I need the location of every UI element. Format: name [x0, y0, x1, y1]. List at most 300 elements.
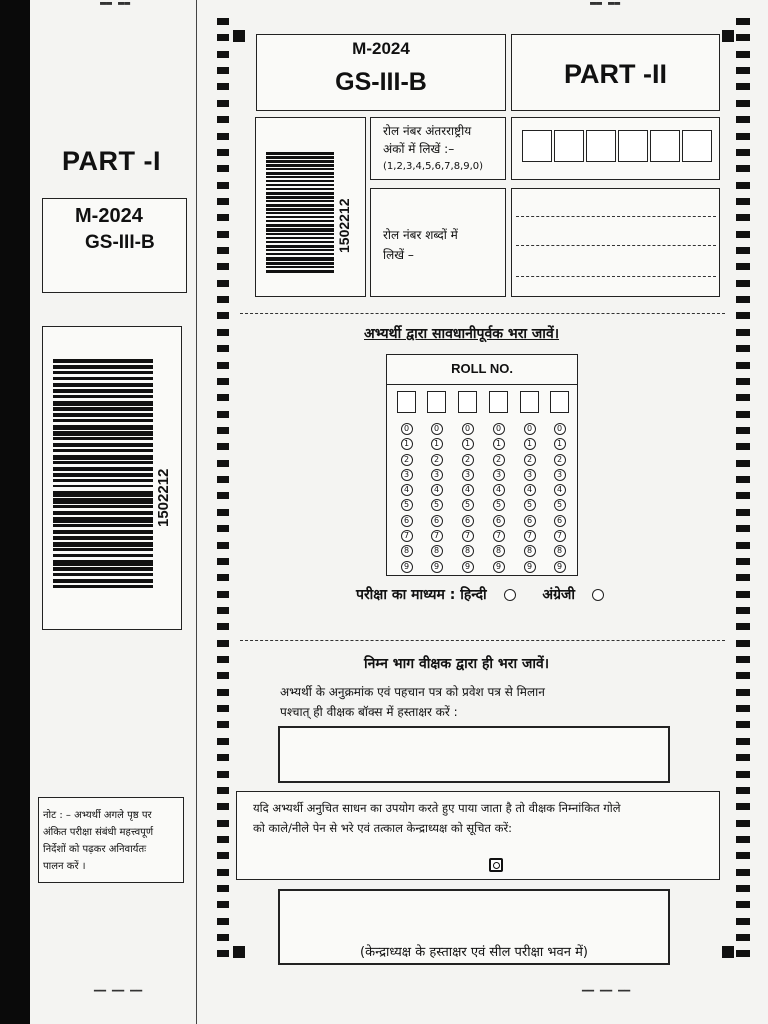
timing-mark — [217, 542, 229, 549]
timing-mark — [736, 427, 750, 434]
timing-mark — [736, 640, 750, 647]
roll-omr-bubble[interactable]: 2 — [524, 454, 536, 466]
timing-mark — [217, 656, 229, 663]
barcode-bar — [53, 425, 153, 430]
barcode-bar — [53, 542, 153, 547]
barcode-bar — [53, 455, 153, 460]
roll-omr-bubble[interactable]: 8 — [431, 545, 443, 557]
roll-omr-bubble[interactable]: 6 — [554, 515, 566, 527]
timing-mark — [736, 918, 750, 925]
malpractice-line-2: को काले/नीले पेन से भरे एवं तत्काल केन्द्राध्यक्ष को सूचित करें: — [253, 821, 513, 835]
barcode-bar — [266, 208, 334, 211]
timing-mark — [217, 263, 229, 270]
roll-omr-write-box[interactable] — [550, 391, 569, 413]
timing-mark — [217, 427, 229, 434]
roll-omr-bubble[interactable]: 5 — [431, 499, 443, 511]
invigilator-instruction-1: अभ्यर्थी के अनुक्रमांक एवं पहचान पत्र को प्रवेश पत्र से मिलान — [280, 685, 545, 699]
timing-mark — [736, 165, 750, 172]
stub-paper-code-box — [42, 198, 187, 293]
medium-label: परीक्षा का माध्यम : — [356, 587, 456, 603]
roll-omr-write-box[interactable] — [489, 391, 508, 413]
roll-omr-bubble[interactable]: 4 — [554, 484, 566, 496]
timing-mark — [217, 67, 229, 74]
roll-omr-bubble[interactable]: 5 — [524, 499, 536, 511]
timing-mark — [736, 607, 750, 614]
roll-omr-bubble[interactable]: 7 — [462, 530, 474, 542]
timing-mark — [736, 820, 750, 827]
roll-omr-column — [397, 391, 416, 576]
timing-mark — [736, 394, 750, 401]
bottom-marks: ━━ ━━ ━━ — [94, 986, 143, 997]
bottom-marks-right: ━━ ━━ ━━ — [582, 986, 631, 997]
roll-omr-bubble[interactable]: 1 — [431, 438, 443, 450]
omr-instruction: अभ्यर्थी द्वारा सावधानीपूर्वक भरा जावें। — [364, 326, 560, 342]
timing-mark — [736, 378, 750, 385]
roll-omr-bubble[interactable]: 8 — [554, 545, 566, 557]
timing-mark — [736, 460, 750, 467]
timing-mark — [736, 247, 750, 254]
timing-mark — [217, 51, 229, 58]
barcode-bar — [53, 567, 153, 571]
part-one-title: PART -I — [62, 146, 161, 176]
timing-track-left — [217, 18, 229, 958]
timing-mark — [217, 182, 229, 189]
top-marks-right: ▬▬ ▬▬ — [590, 0, 621, 9]
section-divider-1 — [240, 313, 725, 314]
roll-omr-bubble[interactable]: 0 — [493, 423, 505, 435]
timing-mark — [217, 18, 229, 25]
timing-mark — [736, 689, 750, 696]
medium-hindi-radio[interactable] — [504, 589, 516, 601]
timing-mark — [736, 18, 750, 25]
timing-mark — [217, 460, 229, 467]
timing-mark — [217, 558, 229, 565]
roll-omr-bubble[interactable]: 3 — [401, 469, 413, 481]
timing-mark — [217, 574, 229, 581]
barcode-bar — [53, 511, 153, 515]
timing-mark — [736, 51, 750, 58]
timing-mark — [736, 591, 750, 598]
roll-barcode-box — [255, 117, 366, 297]
barcode-bar — [53, 437, 153, 440]
malpractice-line-1: यदि अभ्यर्थी अनुचित साधन का उपयोग करते हुए पाया जाता है तो वीक्षक निम्नांकित गोले — [253, 801, 621, 815]
timing-mark — [736, 231, 750, 238]
stub-barcode-box — [42, 326, 182, 630]
barcode-bar — [53, 473, 153, 477]
timing-mark — [736, 721, 750, 728]
timing-mark — [736, 83, 750, 90]
barcode-bar — [266, 196, 334, 199]
timing-mark — [736, 901, 750, 908]
malpractice-bubble[interactable] — [489, 858, 503, 872]
timing-mark — [736, 771, 750, 778]
timing-mark — [736, 149, 750, 156]
roll-omr-bubble[interactable]: 0 — [524, 423, 536, 435]
barcode-bar — [266, 192, 334, 195]
timing-mark — [217, 721, 229, 728]
timing-mark — [217, 607, 229, 614]
roll-digit-box-4[interactable] — [618, 130, 648, 162]
timing-mark — [217, 836, 229, 843]
roll-omr-bubble[interactable]: 6 — [401, 515, 413, 527]
timing-mark — [736, 133, 750, 140]
roll-omr-bubble[interactable]: 4 — [462, 484, 474, 496]
roll-omr-bubble[interactable]: 2 — [554, 454, 566, 466]
barcode-bar — [53, 579, 153, 583]
note-line-2: अंकित परीक्षा संबंधी महत्त्वपूर्ण — [43, 827, 154, 838]
roll-digit-box-3[interactable] — [586, 130, 616, 162]
roll-omr-bubble[interactable]: 2 — [493, 454, 505, 466]
roll-omr-bubble[interactable]: 9 — [554, 561, 566, 573]
roll-omr-bubble[interactable]: 1 — [462, 438, 474, 450]
timing-mark — [736, 67, 750, 74]
barcode-bar — [266, 216, 334, 218]
barcode-bar — [53, 395, 153, 398]
timing-mark — [217, 672, 229, 679]
invigilator-signature-box[interactable] — [278, 726, 670, 783]
timing-mark — [217, 869, 229, 876]
timing-mark — [736, 672, 750, 679]
barcode-bar — [266, 245, 334, 248]
roll-digit-box-1[interactable] — [522, 130, 552, 162]
timing-mark — [217, 934, 229, 941]
roll-omr-bubble[interactable]: 5 — [401, 499, 413, 511]
roll-omr-bubble[interactable]: 7 — [554, 530, 566, 542]
timing-mark — [736, 411, 750, 418]
note-line-1: नोट : – अभ्यर्थी अगले पृष्ठ पर — [43, 810, 152, 821]
timing-mark — [217, 803, 229, 810]
timing-mark — [217, 296, 229, 303]
barcode-bar — [266, 160, 334, 163]
timing-mark — [736, 525, 750, 532]
corner-mark-tl — [233, 30, 245, 42]
timing-mark — [736, 787, 750, 794]
barcode-bar — [53, 377, 153, 380]
timing-mark — [217, 689, 229, 696]
roll-digits-label-2: अंकों में लिखें :– — [383, 142, 455, 156]
timing-mark — [217, 820, 229, 827]
barcode-bar — [53, 413, 153, 417]
timing-mark — [217, 214, 229, 221]
roll-omr-title-bar — [387, 355, 577, 385]
timing-mark — [736, 492, 750, 499]
roll-words-line-3[interactable] — [516, 276, 716, 277]
stub-paper-code: GS-III-B — [85, 232, 155, 253]
timing-mark — [217, 591, 229, 598]
roll-omr-column — [520, 391, 539, 576]
stub-note-box — [38, 797, 184, 883]
roll-digits-label-1: रोल नंबर अंतरराष्ट्रीय — [383, 124, 472, 138]
timing-mark — [217, 411, 229, 418]
timing-mark — [736, 296, 750, 303]
timing-mark — [736, 329, 750, 336]
barcode-bar — [266, 262, 334, 265]
barcode-bar — [266, 180, 334, 182]
roll-omr-bubble[interactable]: 0 — [554, 423, 566, 435]
roll-omr-bubble[interactable]: 3 — [493, 469, 505, 481]
perforation-line — [196, 0, 197, 1024]
roll-omr-column — [489, 391, 508, 576]
roll-omr-bubble[interactable]: 6 — [493, 515, 505, 527]
barcode-bar — [53, 517, 153, 523]
roll-words-label-2: लिखें – — [383, 248, 414, 262]
barcode-bar — [53, 536, 153, 540]
roll-omr-bubble[interactable]: 2 — [401, 454, 413, 466]
barcode-bar — [53, 443, 153, 447]
roll-omr-bubble[interactable]: 3 — [524, 469, 536, 481]
roll-omr-bubble[interactable]: 9 — [524, 561, 536, 573]
roll-omr-bubble[interactable]: 1 — [554, 438, 566, 450]
barcode-bar — [53, 585, 153, 588]
timing-mark — [217, 394, 229, 401]
roll-omr-write-box[interactable] — [520, 391, 539, 413]
roll-omr-write-box[interactable] — [458, 391, 477, 413]
timing-mark — [217, 476, 229, 483]
timing-mark — [217, 771, 229, 778]
timing-mark — [217, 885, 229, 892]
roll-words-line-1[interactable] — [516, 216, 716, 217]
roll-omr-bubble[interactable]: 8 — [462, 545, 474, 557]
roll-omr-grid — [386, 354, 578, 576]
roll-omr-bubble[interactable]: 4 — [524, 484, 536, 496]
roll-digit-box-2[interactable] — [554, 130, 584, 162]
timing-mark — [736, 803, 750, 810]
timing-mark — [217, 443, 229, 450]
timing-mark — [217, 640, 229, 647]
timing-mark — [217, 116, 229, 123]
barcode-bar — [53, 365, 153, 369]
barcode-bar — [53, 419, 153, 422]
timing-mark — [736, 182, 750, 189]
barcode-bar — [53, 401, 153, 406]
roll-omr-bubble[interactable]: 5 — [462, 499, 474, 511]
barcode-bar — [266, 200, 334, 202]
timing-mark — [217, 247, 229, 254]
barcode-bar — [266, 164, 334, 167]
roll-omr-bubble[interactable]: 3 — [462, 469, 474, 481]
barcode-bar — [266, 266, 334, 268]
roll-omr-bubble[interactable]: 8 — [524, 545, 536, 557]
roll-omr-bubble[interactable]: 4 — [493, 484, 505, 496]
timing-track-right — [736, 18, 750, 958]
roll-digit-box-5[interactable] — [650, 130, 680, 162]
barcode-bar — [266, 204, 334, 207]
note-line-3: निर्देशों को पढ़कर अनिवार्यतः — [43, 844, 147, 855]
barcode-bar — [266, 152, 334, 155]
invigilator-heading: निम्न भाग वीक्षक द्वारा ही भरा जावें। — [364, 656, 550, 672]
timing-mark — [217, 133, 229, 140]
timing-mark — [736, 198, 750, 205]
roll-omr-column — [550, 391, 569, 576]
paper-code-box — [256, 34, 506, 111]
corner-mark-br — [722, 946, 734, 958]
barcode-bar — [266, 233, 334, 235]
paper-code: GS-III-B — [335, 68, 427, 96]
roll-omr-title: ROLL NO. — [451, 361, 513, 376]
roll-omr-bubble[interactable]: 0 — [462, 423, 474, 435]
stub-barcode-number: 1502212 — [155, 468, 172, 527]
barcode-bar — [266, 237, 334, 239]
timing-mark — [736, 509, 750, 516]
barcode-bar — [266, 156, 334, 159]
timing-mark — [217, 362, 229, 369]
barcode-bar — [53, 498, 153, 504]
barcode-bar — [53, 461, 153, 464]
roll-omr-bubble[interactable]: 2 — [462, 454, 474, 466]
roll-omr-bubble[interactable]: 7 — [401, 530, 413, 542]
invigilator-instruction — [280, 682, 545, 722]
roll-digits-entry-box — [511, 117, 720, 180]
part-two-title: PART -II — [564, 59, 667, 89]
timing-mark — [217, 787, 229, 794]
timing-mark — [217, 901, 229, 908]
timing-mark — [736, 656, 750, 663]
roll-omr-bubble[interactable]: 9 — [493, 561, 505, 573]
roll-digits-label-3: (1,2,3,4,5,6,7,8,9,0) — [383, 161, 484, 172]
superintendent-caption: (केन्द्राध्यक्ष के हस्ताक्षर एवं सील परीक्षा भवन में) — [360, 945, 588, 960]
roll-omr-bubble[interactable]: 6 — [462, 515, 474, 527]
stub-exam-code: M-2024 — [75, 205, 143, 227]
roll-omr-bubble[interactable]: 7 — [524, 530, 536, 542]
roll-omr-bubble[interactable]: 1 — [493, 438, 505, 450]
roll-omr-bubble[interactable]: 5 — [493, 499, 505, 511]
barcode-bar — [53, 491, 153, 497]
top-marks: ▬▬ ▬▬ — [100, 0, 131, 9]
roll-words-label-1: रोल नंबर शब्दों में — [383, 228, 458, 242]
stub-barcode — [53, 359, 153, 604]
barcode-bar — [53, 524, 153, 527]
barcode-bar — [53, 389, 153, 393]
barcode-bar — [266, 172, 334, 175]
roll-omr-bubble[interactable]: 7 — [431, 530, 443, 542]
timing-mark — [736, 100, 750, 107]
medium-hindi-label: हिन्दी — [460, 587, 487, 603]
roll-omr-bubble[interactable]: 3 — [554, 469, 566, 481]
roll-omr-bubble[interactable]: 0 — [431, 423, 443, 435]
medium-english-radio[interactable] — [592, 589, 604, 601]
timing-mark — [736, 934, 750, 941]
timing-mark — [217, 83, 229, 90]
roll-omr-bubble[interactable]: 6 — [524, 515, 536, 527]
invigilator-instruction-2: पश्चात् ही वीक्षक बॉक्स में हस्ताक्षर करें : — [280, 705, 458, 719]
timing-mark — [736, 852, 750, 859]
malpractice-box — [236, 791, 720, 880]
timing-mark — [217, 312, 229, 319]
roll-barcode — [266, 152, 334, 277]
roll-words-entry-box[interactable] — [511, 188, 720, 297]
timing-mark — [736, 574, 750, 581]
timing-mark — [736, 754, 750, 761]
timing-mark — [217, 950, 229, 957]
corner-mark-tr — [722, 30, 734, 42]
timing-mark — [217, 34, 229, 41]
timing-mark — [736, 542, 750, 549]
roll-barcode-number: 1502212 — [336, 198, 352, 253]
barcode-bar — [53, 431, 153, 436]
barcode-bar — [53, 560, 153, 566]
roll-words-line-2[interactable] — [516, 245, 716, 246]
roll-digit-box-6[interactable] — [682, 130, 712, 162]
barcode-bar — [53, 505, 153, 508]
roll-omr-bubble[interactable]: 9 — [401, 561, 413, 573]
barcode-bar — [53, 407, 153, 411]
barcode-bar — [53, 548, 153, 551]
roll-omr-bubble[interactable]: 8 — [493, 545, 505, 557]
corner-mark-bl — [233, 946, 245, 958]
roll-omr-bubble[interactable]: 3 — [431, 469, 443, 481]
superintendent-signature-box[interactable] — [278, 889, 670, 965]
barcode-bar — [53, 554, 153, 557]
timing-mark — [217, 165, 229, 172]
barcode-bar — [266, 188, 334, 190]
timing-mark — [217, 378, 229, 385]
timing-mark — [217, 623, 229, 630]
barcode-bar — [53, 449, 153, 452]
roll-omr-bubble[interactable]: 6 — [431, 515, 443, 527]
barcode-bar — [266, 184, 334, 186]
barcode-bar — [266, 220, 334, 222]
roll-omr-bubble[interactable]: 9 — [462, 561, 474, 573]
barcode-bar — [53, 371, 153, 374]
timing-mark — [217, 852, 229, 859]
barcode-bar — [266, 224, 334, 227]
roll-omr-bubble[interactable]: 8 — [401, 545, 413, 557]
timing-mark — [217, 705, 229, 712]
roll-omr-bubble[interactable]: 7 — [493, 530, 505, 542]
roll-omr-bubble[interactable]: 4 — [401, 484, 413, 496]
timing-mark — [736, 885, 750, 892]
roll-omr-write-box[interactable] — [397, 391, 416, 413]
timing-mark — [736, 623, 750, 630]
roll-omr-bubble[interactable]: 4 — [431, 484, 443, 496]
timing-mark — [736, 476, 750, 483]
roll-omr-bubble[interactable]: 1 — [524, 438, 536, 450]
roll-words-label-box — [370, 188, 506, 297]
timing-mark — [736, 362, 750, 369]
timing-mark — [736, 869, 750, 876]
part-two-box — [511, 34, 720, 111]
roll-omr-bubble[interactable]: 2 — [431, 454, 443, 466]
timing-mark — [736, 950, 750, 957]
timing-mark — [736, 280, 750, 287]
timing-mark — [217, 100, 229, 107]
barcode-bar — [266, 176, 334, 178]
roll-omr-write-box[interactable] — [427, 391, 446, 413]
roll-omr-bubble[interactable]: 5 — [554, 499, 566, 511]
barcode-bar — [266, 253, 334, 255]
roll-omr-bubble[interactable]: 0 — [401, 423, 413, 435]
medium-row — [356, 585, 604, 604]
page-edge-bar — [0, 0, 30, 1024]
timing-mark — [217, 149, 229, 156]
timing-mark — [736, 345, 750, 352]
barcode-bar — [266, 241, 334, 243]
roll-omr-column — [427, 391, 446, 576]
roll-omr-bubble[interactable]: 1 — [401, 438, 413, 450]
note-line-4: पालन करें । — [43, 861, 86, 872]
roll-omr-bubble[interactable]: 9 — [431, 561, 443, 573]
barcode-bar — [266, 228, 334, 232]
timing-mark — [736, 738, 750, 745]
timing-mark — [217, 918, 229, 925]
timing-mark — [217, 738, 229, 745]
timing-mark — [736, 312, 750, 319]
barcode-bar — [53, 573, 153, 576]
medium-english-label: अंग्रेजी — [542, 587, 576, 603]
timing-mark — [217, 345, 229, 352]
barcode-bar — [266, 257, 334, 261]
timing-mark — [217, 525, 229, 532]
